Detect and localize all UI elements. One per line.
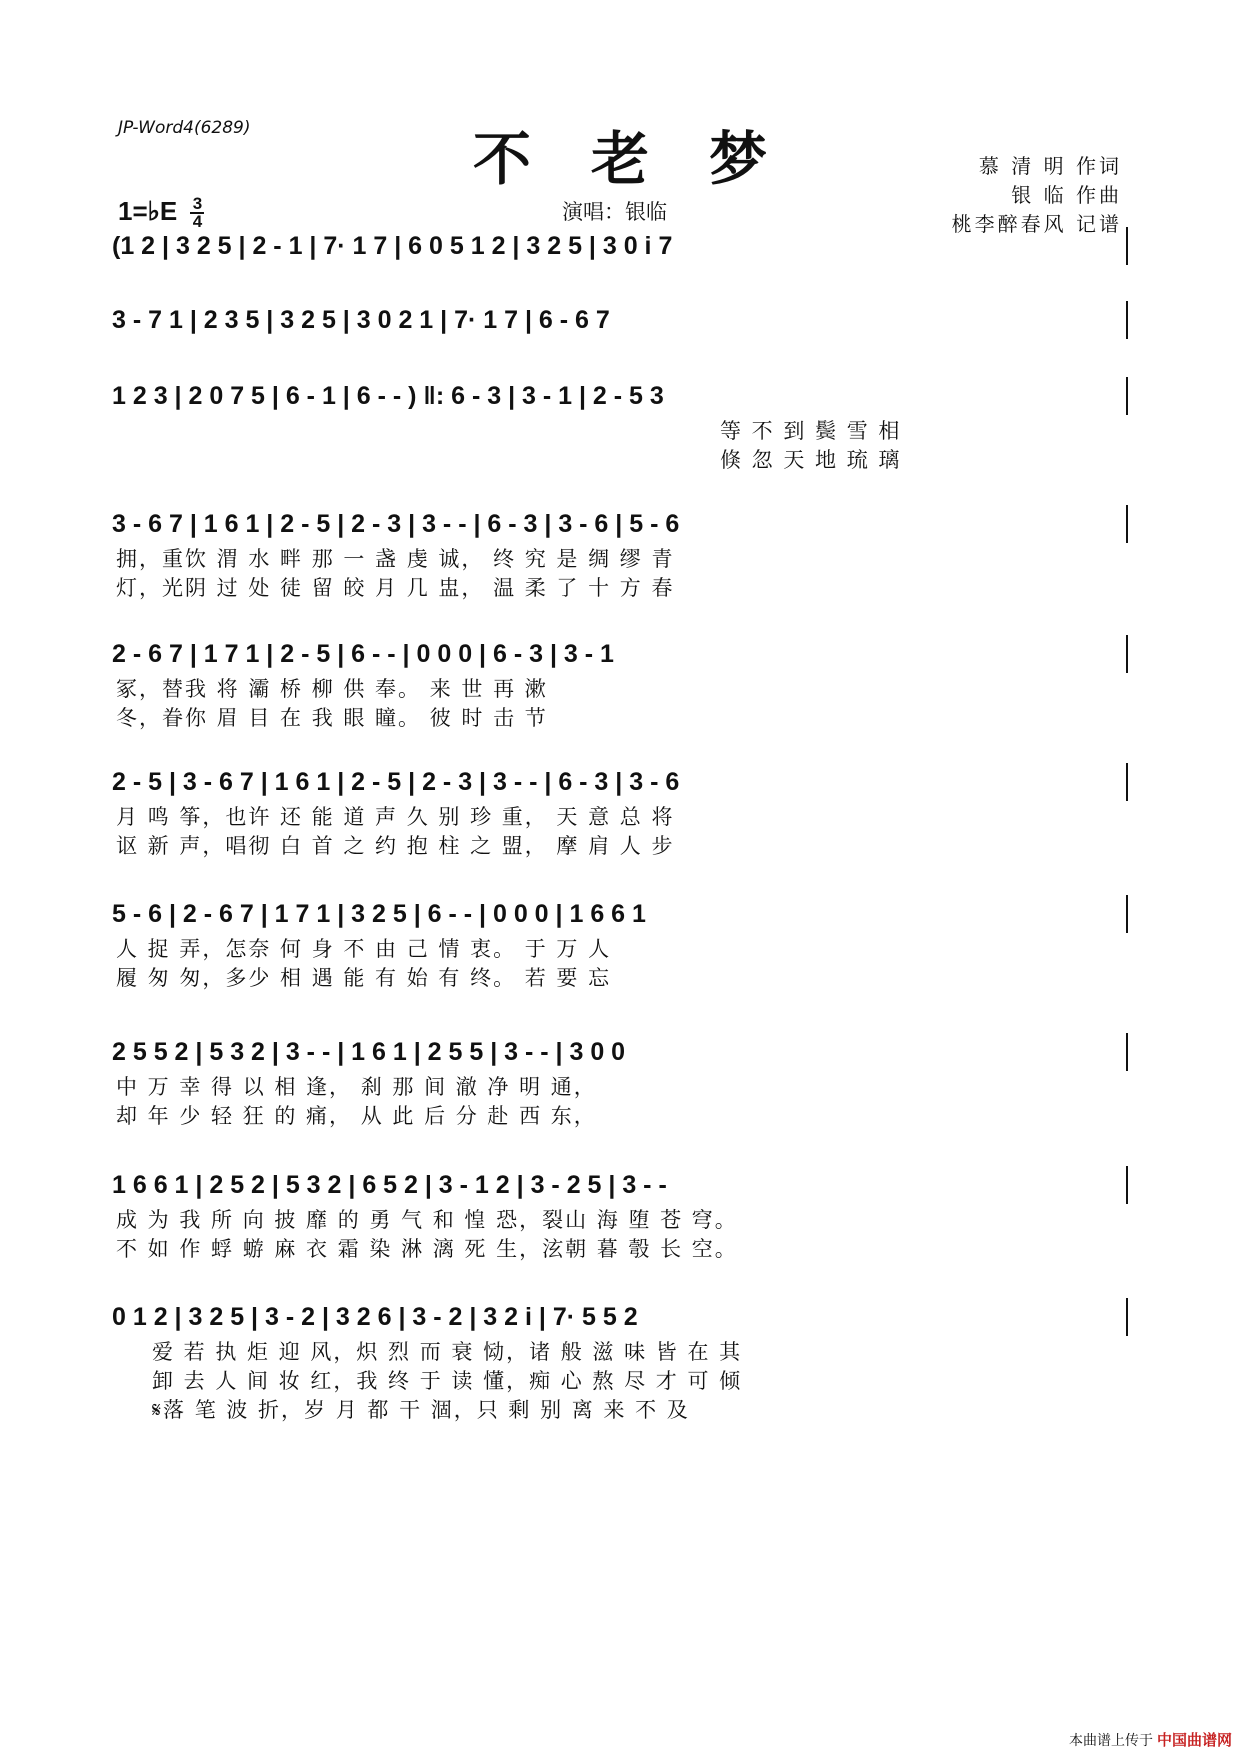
music-system [112, 301, 1128, 339]
transcriber: 桃李醉春风 记谱 [951, 212, 1122, 236]
music-system [112, 635, 1128, 731]
lyric-line: 冢，替我 将 灞 桥 柳 供 奉。 来 世 再 漱 [116, 676, 548, 701]
notation-line: 0 1 2 | 3 2 5 | 3 - 2 | 3 2 6 | 3 - 2 | 3 2 i | 7· 5 5 2 [112, 1298, 1128, 1336]
notation-line: 1 6 6 1 | 2 5 2 | 5 3 2 | 6 5 2 | 3 - 1 2 | 3 - 2 5 | 3 - - [112, 1166, 1128, 1204]
footer [1069, 1729, 1232, 1750]
notation-line: 5 - 6 | 2 - 6 7 | 1 7 1 | 3 2 5 | 6 - - | 0 0 0 | 1 6 6 1 [112, 895, 1128, 933]
music-system [112, 763, 1128, 859]
lyric-line: 月 鸣 筝，也许 还 能 道 声 久 别 珍 重， 天 意 总 将 [116, 804, 675, 829]
lyric-line: 等 不 到 鬓 雪 相 [720, 418, 902, 443]
lyric-line: 履 匆 匆，多少 相 遇 能 有 始 有 终。 若 要 忘 [116, 965, 612, 990]
singer: 演唱：银临 [562, 200, 667, 224]
music-system [112, 895, 1128, 991]
notation-line: 1 2 3 | 2 0 7 5 | 6 - 1 | 6 - - ) ‖: 6 - 3 | 3 - 1 | 2 - 5 3 [112, 377, 1128, 415]
composer: 银 临 作曲 [1011, 183, 1122, 207]
site-logo: 中国曲谱网 [1156, 1731, 1232, 1749]
key-signature [118, 196, 204, 230]
music-system [112, 505, 1128, 601]
lyric-line: 不 如 作 蜉 蝣 麻 衣 霜 染 淋 漓 死 生，泫朝 暮 彀 长 空。 [116, 1236, 738, 1261]
lyric-line: 讴 新 声，唱彻 白 首 之 约 抱 柱 之 盟， 摩 肩 人 步 [116, 833, 675, 858]
music-system [112, 1033, 1128, 1129]
lyric-line: 𝄋落 笔 波 折，岁 月 都 干 涸，只 剩 别 离 来 不 及 [152, 1397, 690, 1422]
lyric-line: 拥，重饮 渭 水 畔 那 一 盏 虔 诚， 终 究 是 绸 缪 青 [116, 546, 675, 571]
music-system [112, 1298, 1128, 1423]
notation-line: 2 - 5 | 3 - 6 7 | 1 6 1 | 2 - 5 | 2 - 3 | 3 - - | 6 - 3 | 3 - 6 [112, 763, 1128, 801]
credits [952, 152, 1122, 239]
notation-line: (1 2 | 3 2 5 | 2 - 1 | 7· 1 7 | 6 0 5 1 2 | 3 2 5 | 3 0 i 7 [112, 227, 1128, 265]
lyric-line: 灯，光阴 过 处 徒 留 皎 月 几 盅， 温 柔 了 十 方 春 [116, 575, 675, 600]
time-sig-bottom: 4 [192, 212, 203, 232]
key-label: 1=♭E [118, 196, 178, 226]
song-title: 不老梦 [472, 125, 827, 193]
notation-line: 2 - 6 7 | 1 7 1 | 2 - 5 | 6 - - | 0 0 0 | 6 - 3 | 3 - 1 [112, 635, 1128, 673]
lyric-line: 成 为 我 所 向 披 靡 的 勇 气 和 惶 恐，裂山 海 堕 苍 穹。 [116, 1207, 738, 1232]
notation-line: 2 5 5 2 | 5 3 2 | 3 - - | 1 6 1 | 2 5 5 | 3 - - | 3 0 0 [112, 1033, 1128, 1071]
software-label: JP-Word4(6289) [118, 118, 251, 138]
lyric-line: 中 万 幸 得 以 相 逢， 刹 那 间 澈 净 明 通， [116, 1074, 597, 1099]
lyricist: 慕 清 明 作词 [978, 154, 1122, 178]
music-system [112, 377, 1128, 473]
music-system [112, 1166, 1128, 1262]
lyric-line: 爱 若 执 炬 迎 风，炽 烈 而 衰 恸，诸 般 滋 味 皆 在 其 [152, 1339, 743, 1364]
lyric-line: 卸 去 人 间 妆 红，我 终 于 读 懂，痴 心 熬 尽 才 可 倾 [152, 1368, 743, 1393]
notation-line: 3 - 6 7 | 1 6 1 | 2 - 5 | 2 - 3 | 3 - - | 6 - 3 | 3 - 6 | 5 - 6 [112, 505, 1128, 543]
music-system [112, 227, 1128, 265]
time-signature [190, 196, 204, 230]
upload-text: 本曲谱上传于 [1068, 1732, 1153, 1749]
lyric-line: 倏 忽 天 地 琉 璃 [720, 447, 902, 472]
time-sig-top: 3 [192, 194, 203, 214]
lyric-line: 冬，眷你 眉 目 在 我 眼 瞳。 彼 时 击 节 [116, 705, 548, 730]
lyric-line: 人 捉 弄，怎奈 何 身 不 由 己 情 衷。 于 万 人 [116, 936, 612, 961]
lyric-line: 却 年 少 轻 狂 的 痛， 从 此 后 分 赴 西 东， [116, 1103, 597, 1128]
notation-line: 3 - 7 1 | 2 3 5 | 3 2 5 | 3 0 2 1 | 7· 1 7 | 6 - 6 7 [112, 301, 1128, 339]
